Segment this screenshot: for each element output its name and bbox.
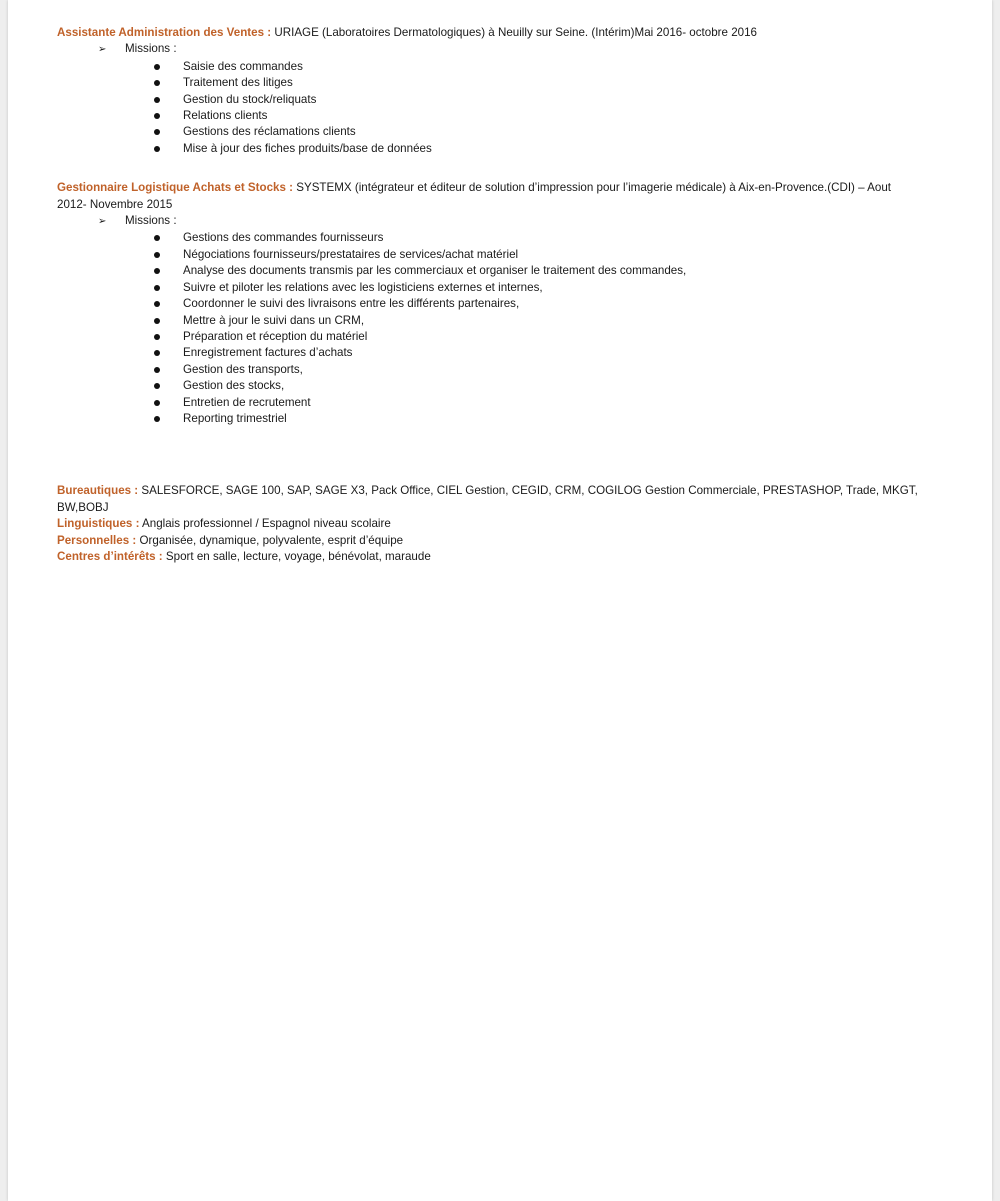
bullet-icon [154, 400, 160, 406]
bullet-icon [154, 97, 160, 103]
list-item [183, 296, 919, 312]
job-entry-1 [57, 25, 919, 157]
list-item-text: Suivre et piloter les relations avec les logisticiens externes et internes, [183, 280, 543, 294]
list-item-text: Entretien de recrutement [183, 395, 311, 409]
skill-value: Sport en salle, lecture, voyage, bénévolat, maraude [162, 549, 431, 563]
document-page [8, 0, 992, 1201]
job-title-label: Gestionnaire Logistique Achats et Stocks : [57, 181, 294, 195]
job-entry-2 [57, 180, 919, 427]
job-title-label: Assistante Administration des Ventes : [57, 26, 272, 39]
skill-linguistiques [57, 516, 919, 532]
job-details: SYSTEMX (intégrateur et éditeur de solution d’impression pour l’imagerie médicale) à Aix-en-Provence.(CDI) – Aout 2012- Novembre 2015 [57, 181, 892, 211]
skill-label: Bureautiques : [57, 484, 139, 498]
job-details: URIAGE (Laboratoires Dermatologiques) à Neuilly sur Seine. (Intérim)Mai 2016- octobre 2016 [271, 26, 757, 39]
bullet-icon [154, 113, 160, 119]
spacer [57, 157, 919, 180]
bullet-icon [154, 416, 160, 422]
list-item [183, 263, 919, 279]
bullet-icon [154, 64, 160, 70]
list-item-text: Préparation et réception du matériel [183, 329, 368, 343]
list-item-text: Reporting trimestriel [183, 411, 287, 425]
bullet-icon [154, 367, 160, 373]
missions-label: Missions : [125, 42, 177, 56]
skills-section [57, 483, 919, 565]
list-item-text: Négociations fournisseurs/prestataires de services/achat matériel [183, 247, 519, 261]
skill-label: Linguistiques : [57, 517, 140, 531]
list-item-text: Gestions des commandes fournisseurs [183, 231, 384, 245]
list-item [183, 280, 919, 296]
list-item-text: Traitement des litiges [183, 76, 293, 90]
bullet-icon [154, 383, 160, 389]
spacer [57, 427, 919, 483]
bullet-icon [154, 268, 160, 274]
skill-value: Anglais professionnel / Espagnol niveau scolaire [139, 517, 391, 531]
list-item-text: Relations clients [183, 109, 268, 123]
skill-bureautiques [57, 483, 919, 516]
bullet-icon [154, 318, 160, 324]
list-item-text: Gestion des stocks, [183, 379, 285, 393]
bullet-icon [154, 235, 160, 241]
list-item-text: Analyse des documents transmis par les commerciaux et organiser le traitement des commandes, [183, 264, 687, 278]
bullet-icon [154, 80, 160, 86]
missions-list [57, 59, 919, 157]
list-item [183, 378, 919, 394]
skill-value: SALESFORCE, SAGE 100, SAP, SAGE X3, Pack Office, CIEL Gestion, CEGID, CRM, COGILOG Gestion Commerciale, PRESTASHOP, Trade, MKGT, BW,BOBJ [57, 484, 918, 514]
list-item [183, 141, 919, 157]
missions-heading [57, 213, 919, 230]
skill-value: Organisée, dynamique, polyvalente, esprit d’équipe [136, 533, 404, 547]
list-item-text: Coordonner le suivi des livraisons entre les différents partenaires, [183, 297, 520, 311]
list-item [183, 59, 919, 75]
list-item [183, 395, 919, 411]
list-item [183, 362, 919, 378]
skill-personnelles [57, 533, 919, 549]
list-item-text: Gestion du stock/reliquats [183, 92, 317, 106]
skill-label: Centres d’intérêts : [57, 549, 163, 563]
bullet-icon [154, 129, 160, 135]
list-item [183, 313, 919, 329]
list-item [183, 124, 919, 140]
list-item-text: Mise à jour des fiches produits/base de données [183, 141, 432, 155]
skill-label: Personnelles : [57, 533, 137, 547]
missions-list [57, 230, 919, 427]
bullet-icon [154, 285, 160, 291]
list-item-text: Gestions des réclamations clients [183, 125, 356, 139]
bullet-icon [154, 146, 160, 152]
list-item-text: Gestion des transports, [183, 362, 303, 376]
arrow-bullet-icon: ➢ [98, 216, 107, 228]
document-content [57, 25, 919, 565]
list-item [183, 345, 919, 361]
list-item [183, 411, 919, 427]
bullet-icon [154, 334, 160, 340]
bullet-icon [154, 252, 160, 258]
list-item [183, 108, 919, 124]
bullet-icon [154, 350, 160, 356]
list-item-text: Mettre à jour le suivi dans un CRM, [183, 313, 365, 327]
list-item [183, 329, 919, 345]
job-title-line [57, 25, 919, 41]
list-item-text: Saisie des commandes [183, 59, 303, 73]
missions-heading [57, 41, 919, 58]
list-item [183, 247, 919, 263]
list-item [183, 75, 919, 91]
job-title-line [57, 180, 919, 213]
arrow-bullet-icon: ➢ [98, 44, 107, 56]
list-item-text: Enregistrement factures d’achats [183, 346, 353, 360]
bullet-icon [154, 301, 160, 307]
missions-label: Missions : [125, 214, 177, 228]
skill-centres-interets [57, 549, 919, 565]
list-item [183, 92, 919, 108]
list-item [183, 230, 919, 246]
